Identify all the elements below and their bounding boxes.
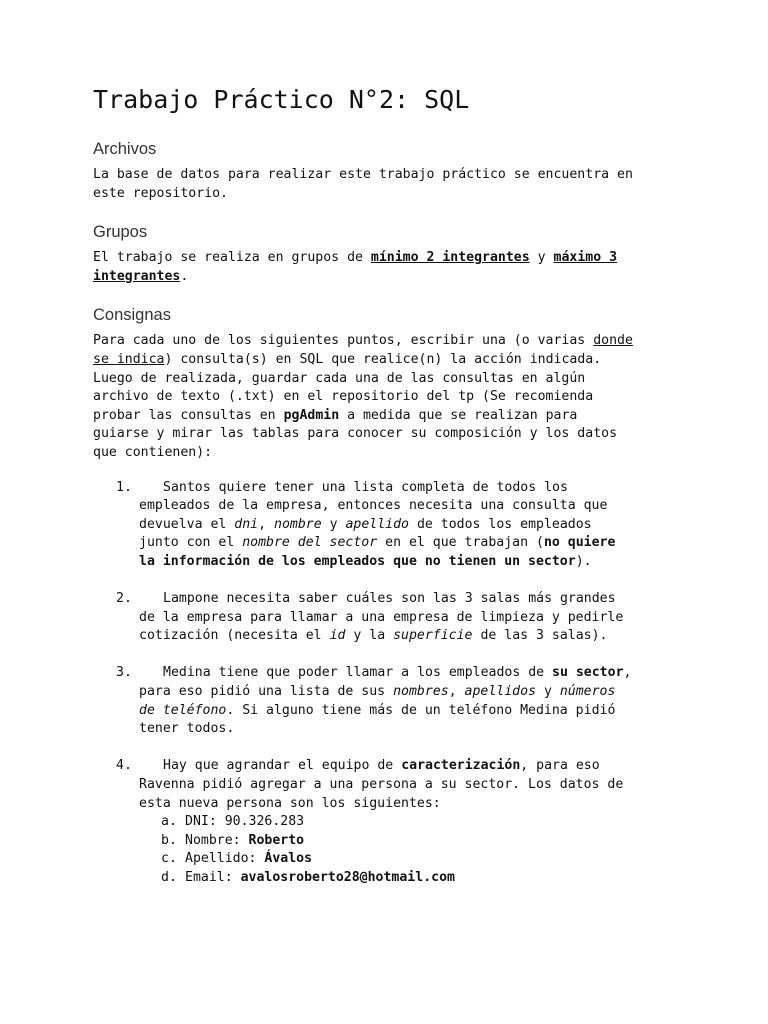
item-italic: superficie (393, 628, 473, 644)
item-italic: números (559, 684, 616, 700)
min-integrantes: mínimo 2 integrantes (370, 250, 530, 266)
item-bold: su sector (552, 665, 624, 681)
grupos-text: . (180, 268, 189, 284)
list-item (93, 757, 683, 887)
max-integrantes-cont: integrantes (93, 268, 181, 284)
archivos-line: La base de datos para realizar este trabajo práctico se encuentra en (93, 167, 633, 182)
item-text: de todos los empleados (409, 516, 592, 532)
item-line (139, 553, 683, 572)
consignas-line (93, 332, 683, 351)
item-bold: caracterización (401, 758, 521, 774)
item-text: en el que trabajan ( (377, 535, 544, 551)
pgadmin-text: pgAdmin (283, 407, 340, 423)
list-item-number: 2. (116, 591, 132, 607)
item-text: de las 3 salas). (472, 628, 608, 644)
consignas-line (93, 407, 683, 426)
detail-item-nombre (159, 832, 683, 851)
item-text: ). (575, 553, 592, 569)
item-text: Medina tiene que poder llamar a los empleados de (163, 665, 553, 681)
section-heading-archivos: Archivos (93, 140, 157, 158)
archivos-paragraph (93, 166, 683, 203)
item-italic: id (329, 628, 346, 644)
item-text: , (258, 516, 274, 532)
donde-se-indica-link[interactable]: se indica (93, 351, 165, 367)
section-heading-grupos: Grupos (93, 223, 148, 242)
document-content (93, 84, 683, 888)
item-text: Hay que agrandar el equipo de (163, 758, 402, 774)
item-italic: dni (234, 516, 259, 532)
item-italic: nombres (393, 684, 449, 700)
list-item-number: 1. (116, 479, 132, 495)
consignas-text: probar las consultas en (93, 407, 284, 423)
list-item (93, 479, 683, 572)
detail-item-apellido (159, 850, 683, 869)
item-text: y la (345, 628, 394, 644)
consignas-line: que contienen): (93, 444, 213, 460)
list-item (93, 590, 683, 646)
item-text: junto con el (139, 535, 243, 551)
item-text: . Si alguno tiene más de un teléfono Medina pidió (226, 702, 616, 718)
item-line: Ravenna pidió agregar a una persona a su sector. Los datos de (139, 777, 624, 793)
detail-letter: a. (161, 814, 177, 830)
item-line: Lampone necesita saber cuáles son las 3 salas más grandes (163, 591, 616, 607)
list-item (93, 664, 683, 738)
donde-se-indica-link[interactable]: donde (593, 333, 633, 349)
detail-letter: d. (161, 870, 177, 885)
detail-letter: c. (161, 851, 177, 867)
section-heading-consignas: Consignas (93, 306, 171, 325)
item-line (139, 683, 683, 702)
item-text: , (448, 684, 465, 700)
item-italic: apellidos (464, 684, 537, 700)
detail-value: 90.326.283 (224, 814, 305, 830)
item-line (139, 627, 683, 646)
item-line: esta nueva persona son los siguientes: (139, 795, 441, 811)
detail-label: Nombre: (185, 832, 249, 848)
consignas-line: archivo de texto (.txt) en el repositorio del tp (Se recomienda (93, 389, 594, 405)
max-integrantes: máximo 3 (553, 250, 618, 266)
grupos-line (93, 249, 683, 268)
item-text: y (536, 684, 560, 700)
item-line (139, 757, 683, 776)
detail-value: avalosroberto28@hotmail.com (240, 870, 455, 885)
detail-letter: b. (161, 832, 177, 848)
item-italic: nombre del sector (242, 535, 378, 551)
item-line: Santos quiere tener una lista completa de todos los (163, 479, 568, 495)
item-italic: apellido (345, 516, 409, 532)
archivos-line: este repositorio. (93, 185, 228, 201)
grupos-text: El trabajo se realiza en grupos de (93, 250, 371, 266)
item-line: empleados de la empresa, entonces necesita una consulta que (139, 498, 608, 514)
detail-label: Email: (185, 870, 241, 885)
item-line (139, 516, 683, 535)
item-line: tener todos. (139, 721, 235, 737)
item-line (139, 534, 683, 553)
grupos-text: y (529, 250, 554, 266)
consignas-line: guiarse y mirar las tablas para conocer su composición y los datos (93, 426, 618, 442)
item-bold: no quiere (543, 535, 616, 551)
consignas-text: Para cada uno de los siguientes puntos, escribir una (o varias (93, 333, 594, 349)
item-line: de la empresa para llamar a una empresa de limpieza y pedirle (139, 609, 624, 625)
item-italic: nombre (274, 516, 322, 532)
new-person-details (139, 813, 683, 887)
consignas-text: ) consulta(s) en SQL que realice(n) la acción indicada. (164, 351, 602, 367)
item-line (139, 702, 683, 721)
detail-label: DNI: (185, 814, 225, 830)
item-bold: la información de los empleados que no tienen un sector (139, 553, 576, 569)
item-text: , para eso (520, 758, 600, 774)
item-text: para eso pidió una lista de sus (139, 684, 394, 700)
detail-item-email (159, 869, 683, 888)
item-text: y (321, 516, 346, 532)
item-text: cotización (necesita el (139, 628, 330, 644)
consignas-paragraph (93, 332, 683, 462)
consignas-list (93, 479, 683, 888)
consignas-line: Luego de realizada, guardar cada una de las consultas en algún (93, 370, 586, 386)
detail-value: Ávalos (264, 851, 313, 867)
grupos-paragraph (93, 249, 683, 286)
consignas-line (93, 351, 683, 370)
item-italic: de teléfono (139, 702, 227, 718)
consignas-text: a medida que se realizan para (339, 407, 578, 423)
item-text: devuelva el (139, 516, 235, 532)
grupos-line (93, 268, 683, 287)
item-text: , (623, 665, 632, 681)
detail-value: Roberto (248, 832, 305, 848)
detail-item-dni (159, 813, 683, 832)
list-item-number: 4. (116, 758, 132, 774)
list-item-number: 3. (116, 665, 132, 681)
document-title: Trabajo Práctico N°2: SQL (93, 85, 470, 114)
item-line (139, 664, 683, 683)
detail-label: Apellido: (185, 851, 265, 867)
